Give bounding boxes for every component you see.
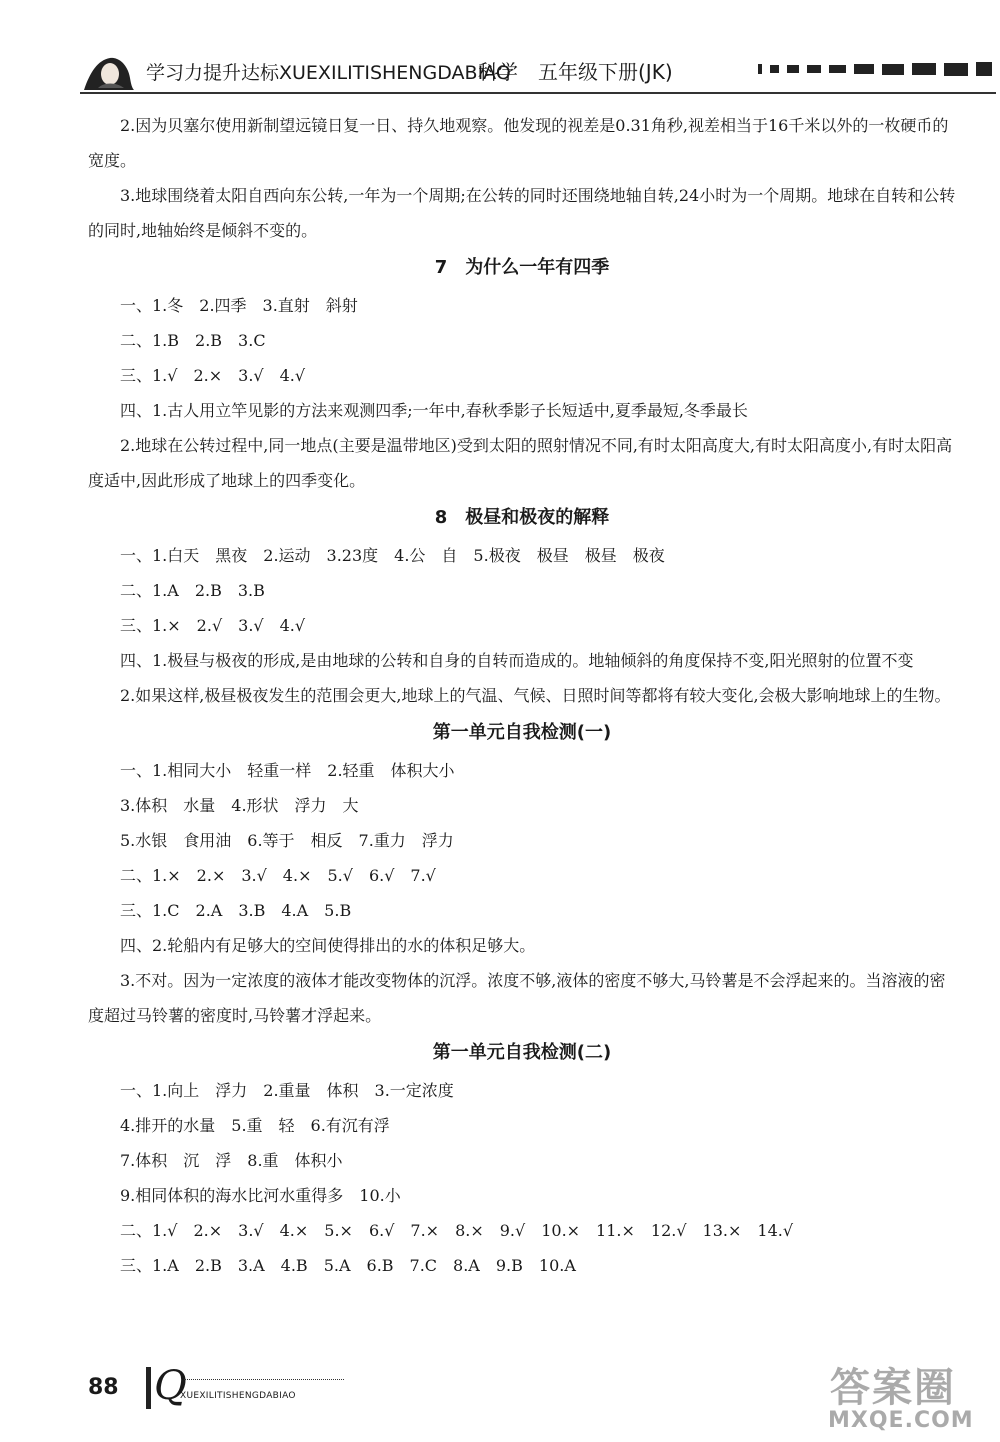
section-title: 8 极昼和极夜的解释 bbox=[434, 507, 610, 528]
answer-line: 3.地球围绕着太阳自西向东公转,一年为一个周期;在公转的同时还围绕地轴自转,24小时为一个周期。地球在自转和公转的同时,地轴始终是倾斜不变的。 bbox=[88, 186, 956, 240]
answer-line: 一、1.相同大小 轻重一样 2.轻重 体积大小 bbox=[120, 761, 455, 780]
student-portrait-icon bbox=[80, 52, 136, 92]
footer-brand-text: XUEXILITISHENGDABIAO bbox=[180, 1391, 296, 1401]
answer-line: 9.相同体积的海水比河水重得多 10.小 bbox=[120, 1186, 401, 1205]
answer-line: 2.如果这样,极昼极夜发生的范围会更大,地球上的气温、气候、日照时间等都将有较大变化,会极大影响地球上的生物。 bbox=[120, 686, 951, 705]
site-watermark bbox=[818, 1356, 996, 1438]
answer-line: 3.不对。因为一定浓度的液体才能改变物体的沉浮。浓度不够,液体的密度不够大,马铃薯是不会浮起来的。当溶液的密度超过马铃薯的密度时,马铃薯才浮起来。 bbox=[88, 971, 946, 1025]
subject-grade: 科学 五年级下册(JK) bbox=[478, 60, 673, 84]
answer-line: 3.体积 水量 4.形状 浮力 大 bbox=[120, 796, 359, 815]
series-title: 学习力提升达标XUEXILITISHENGDABIAO bbox=[146, 62, 511, 84]
answer-line: 二、1.B 2.B 3.C bbox=[120, 331, 266, 350]
page-footer bbox=[88, 1365, 388, 1415]
footer-bar bbox=[146, 1367, 151, 1409]
answer-line: 三、1.C 2.A 3.B 4.A 5.B bbox=[120, 901, 352, 920]
decorative-dashes bbox=[758, 62, 992, 76]
brand-logo-letter: Q bbox=[154, 1363, 187, 1409]
section-title: 第一单元自我检测(二) bbox=[432, 1042, 612, 1063]
answer-line: 一、1.冬 2.四季 3.直射 斜射 bbox=[120, 296, 358, 315]
answer-line: 四、1.极昼与极夜的形成,是由地球的公转和自身的自转而造成的。地轴倾斜的角度保持不变,阳光照射的位置不变 bbox=[120, 651, 914, 670]
answer-content bbox=[88, 108, 956, 1283]
answer-line: 二、1.A 2.B 3.B bbox=[120, 581, 265, 600]
page-header bbox=[0, 0, 1000, 95]
answer-line: 三、1.× 2.√ 3.√ 4.√ bbox=[120, 616, 306, 635]
watermark-main: 答案圈 bbox=[830, 1365, 956, 1411]
answer-line: 2.地球在公转过程中,同一地点(主要是温带地区)受到太阳的照射情况不同,有时太阳高度大,有时太阳高度小,有时太阳高度适中,因此形成了地球上的四季变化。 bbox=[88, 436, 953, 490]
section-title: 第一单元自我检测(一) bbox=[432, 722, 612, 743]
answer-line: 二、1.√ 2.× 3.√ 4.× 5.× 6.√ 7.× 8.× 9.√ 10.× 11.× 12.√ 13.× 14.√ bbox=[120, 1221, 794, 1240]
footer-dots bbox=[184, 1379, 344, 1380]
page-number: 88 bbox=[88, 1375, 119, 1400]
answer-line: 4.排开的水量 5.重 轻 6.有沉有浮 bbox=[120, 1116, 390, 1135]
section-title: 7 为什么一年有四季 bbox=[434, 257, 610, 278]
answer-line: 一、1.向上 浮力 2.重量 体积 3.一定浓度 bbox=[120, 1081, 454, 1100]
header-rule bbox=[80, 92, 996, 94]
answer-line: 三、1.A 2.B 3.A 4.B 5.A 6.B 7.C 8.A 9.B 10.A bbox=[120, 1256, 576, 1275]
answer-line: 二、1.× 2.× 3.√ 4.× 5.√ 6.√ 7.√ bbox=[120, 866, 436, 885]
answer-line: 一、1.白天 黑夜 2.运动 3.23度 4.公 自 5.极夜 极昼 极昼 极夜 bbox=[120, 546, 665, 565]
answer-line: 四、1.古人用立竿见影的方法来观测四季;一年中,春秋季影子长短适中,夏季最短,冬季最长 bbox=[120, 401, 748, 420]
answer-line: 2.因为贝塞尔使用新制望远镜日复一日、持久地观察。他发现的视差是0.31角秒,视差相当于16千米以外的一枚硬币的宽度。 bbox=[88, 116, 949, 170]
watermark-url: MXQE.COM bbox=[828, 1408, 974, 1433]
answer-line: 7.体积 沉 浮 8.重 体积小 bbox=[120, 1151, 343, 1170]
answer-line: 三、1.√ 2.× 3.√ 4.√ bbox=[120, 366, 306, 385]
answer-line: 四、2.轮船内有足够大的空间使得排出的水的体积足够大。 bbox=[120, 936, 536, 955]
answer-line: 5.水银 食用油 6.等于 相反 7.重力 浮力 bbox=[120, 831, 454, 850]
